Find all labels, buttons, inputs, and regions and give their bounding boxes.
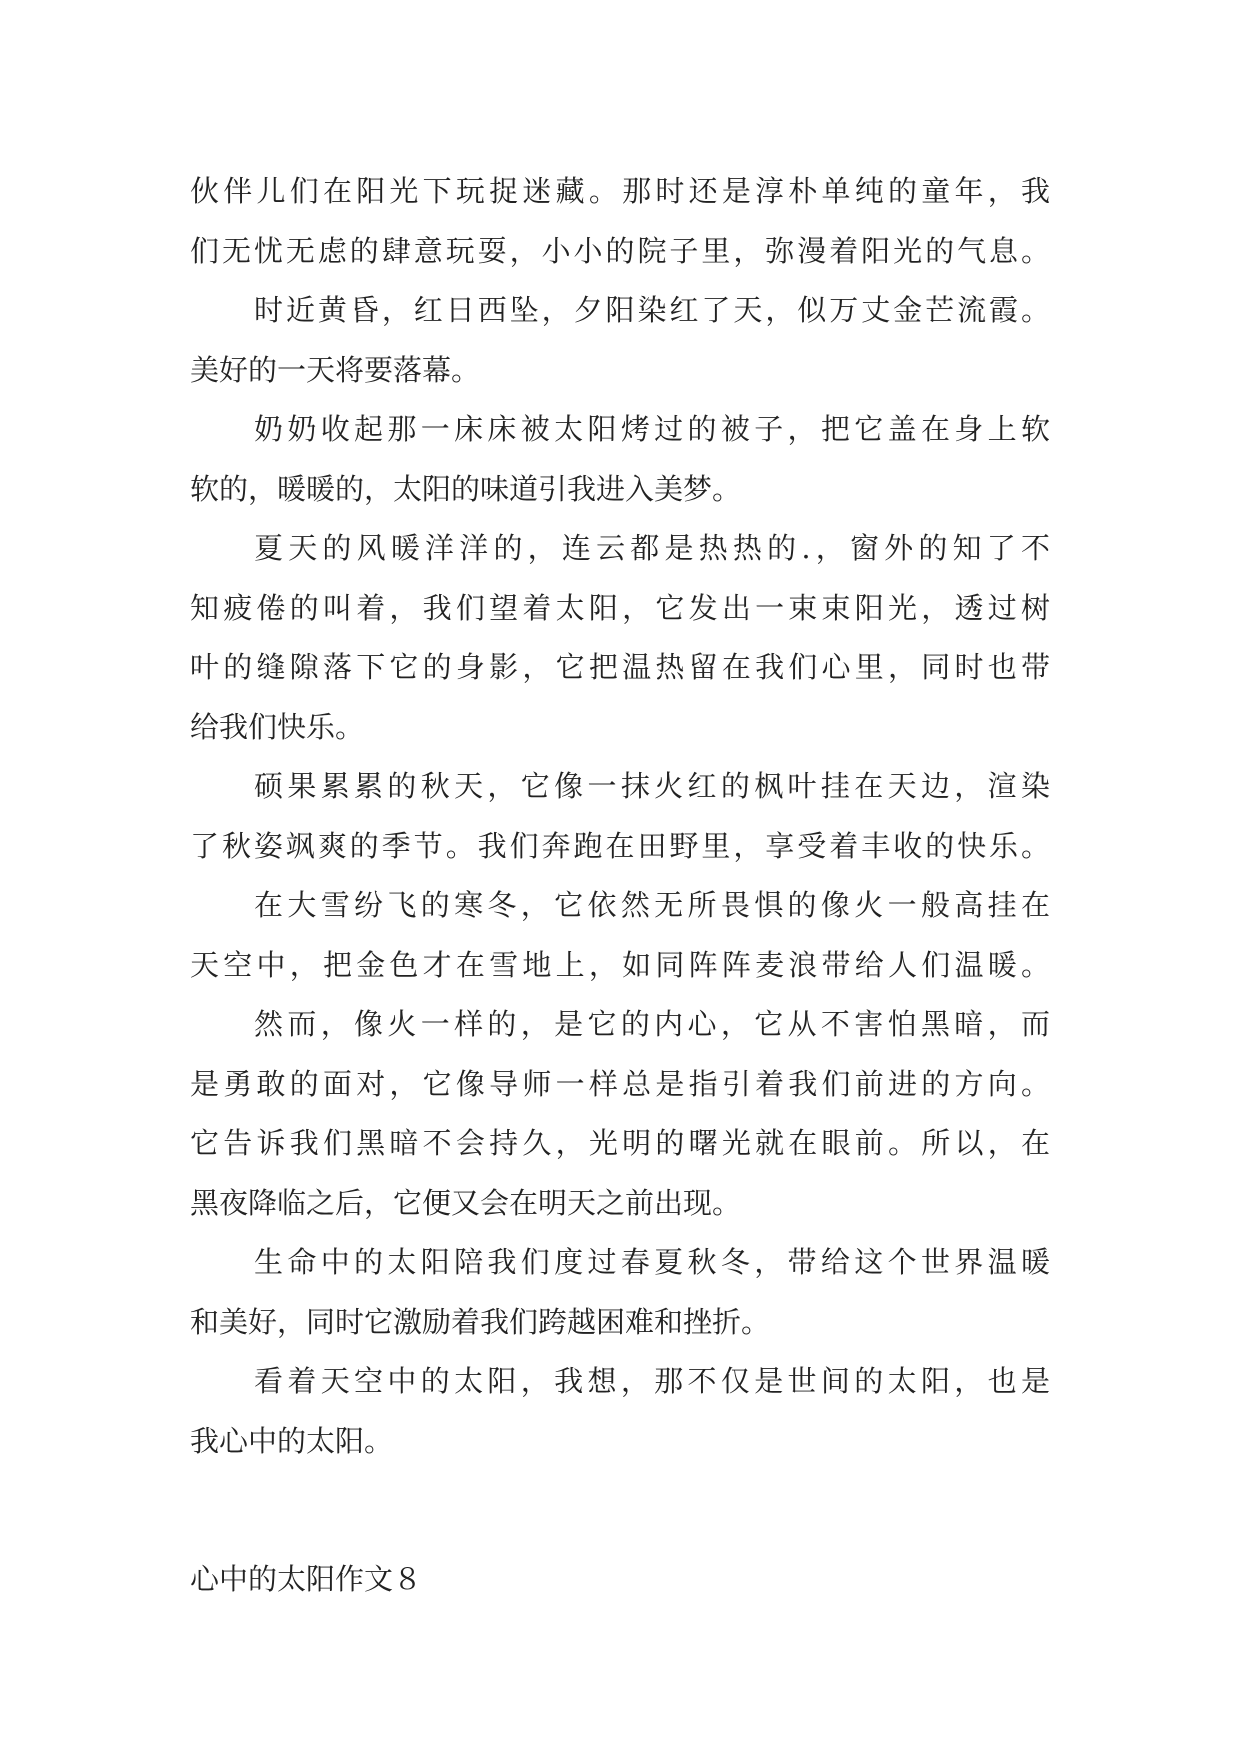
text-line: 是勇敢的面对，它像导师一样总是指引着我们前进的方向。 (190, 1066, 1050, 1101)
section-spacer (190, 1471, 1050, 1550)
paragraph-start-line: 硕果累累的秋天，它像一抹火红的枫叶挂在天边，渲染 (254, 769, 1050, 803)
text-line: 黑夜降临之后，它便又会在明天之前出现。 (190, 1185, 742, 1220)
text-line: 天空中，把金色才在雪地上，如同阵阵麦浪带给人们温暖。 (190, 947, 1050, 982)
paragraph-start-line: 时近黄昏，红日西坠，夕阳染红了天，似万丈金芒流霞。 (254, 293, 1050, 327)
text-line: 它告诉我们黑暗不会持久，光明的曙光就在眼前。所以，在 (190, 1126, 1050, 1160)
text-line: 给我们快乐。 (190, 709, 365, 744)
text-line: 伙伴儿们在阳光下玩捉迷藏。那时还是淳朴单纯的童年，我 (190, 174, 1050, 208)
paragraph-start-line: 奶奶收起那一床床被太阳烤过的被子，把它盖在身上软 (254, 412, 1050, 446)
text-line: 叶的缝隙落下它的身影，它把温热留在我们心里，同时也带 (190, 650, 1050, 684)
text-line: 软的，暖暖的，太阳的味道引我进入美梦。 (190, 471, 742, 506)
text-line: 美好的一天将要落幕。 (190, 352, 481, 387)
text-line: 和美好，同时它激励着我们跨越困难和挫折。 (190, 1304, 771, 1339)
text-line: 我心中的太阳。 (190, 1423, 394, 1458)
text-line: 们无忧无虑的肆意玩耍，小小的院子里，弥漫着阳光的气息。 (190, 233, 1050, 268)
paragraph-start-line: 生命中的太阳陪我们度过春夏秋冬，带给这个世界温暖 (254, 1245, 1050, 1279)
section-heading: 心中的太阳作文８ (190, 1562, 423, 1596)
text-line: 知疲倦的叫着，我们望着太阳，它发出一束束阳光，透过树 (190, 590, 1050, 625)
paragraph-start-line: 然而，像火一样的，是它的内心，它从不害怕黑暗，而 (254, 1007, 1050, 1041)
paragraph-start-line: 看着天空中的太阳，我想，那不仅是世间的太阳，也是 (254, 1364, 1050, 1398)
paragraph-start-line: 夏天的风暖洋洋的，连云都是热热的.，窗外的知了不 (254, 531, 1050, 565)
essay-body (190, 162, 1050, 1610)
text-line: 了秋姿飒爽的季节。我们奔跑在田野里，享受着丰收的快乐。 (190, 828, 1050, 863)
paragraph-start-line: 在大雪纷飞的寒冬，它依然无所畏惧的像火一般高挂在 (254, 888, 1050, 922)
